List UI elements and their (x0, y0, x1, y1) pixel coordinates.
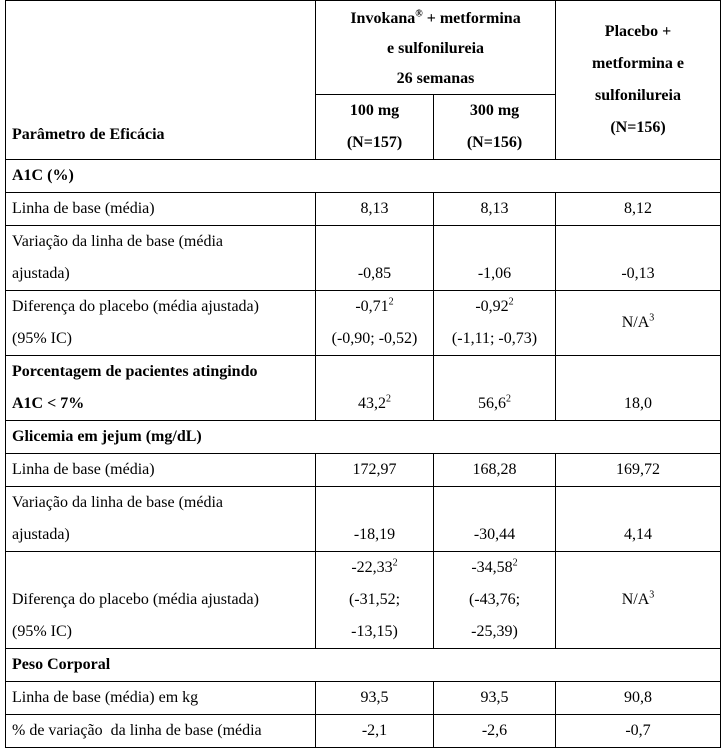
cell-value: -2,1 (316, 715, 434, 748)
group-header-line1: Invokana (350, 9, 416, 27)
cell-value: -0,7 (556, 715, 721, 748)
section-title-a1c: A1C (%) (6, 160, 721, 193)
footnote-ref: 3 (649, 589, 655, 601)
pct-title-line2: A1C < 7% (12, 395, 85, 412)
pct-title-line1: Porcentagem de pacientes atingindo (12, 363, 258, 380)
diff-value: -34,58 (471, 559, 513, 576)
row-label-line1: Variação da linha de base (média (12, 233, 224, 250)
row-label (6, 487, 316, 552)
cell-value: 172,97 (316, 454, 434, 487)
cell-value (434, 552, 556, 649)
diff-value: -0,92 (475, 298, 509, 315)
pct-value: 56,6 (478, 395, 506, 412)
footnote-ref: 3 (649, 312, 655, 324)
ci-value-line2: -25,39) (471, 623, 518, 640)
cell-value (556, 291, 721, 356)
pct-value: 43,2 (358, 395, 386, 412)
section-row (6, 649, 721, 682)
cell-value: 93,5 (434, 682, 556, 715)
cell-value (434, 291, 556, 356)
registered-mark: ® (415, 8, 423, 20)
dose-300-label: 300 mg (469, 102, 520, 119)
param-header (6, 1, 316, 160)
footnote-ref: 2 (392, 557, 398, 569)
row-label-line2: ajustada) (12, 526, 70, 543)
row-label (6, 552, 316, 649)
cell-value: -2,6 (434, 715, 556, 748)
cell-value: -30,44 (434, 487, 556, 552)
row-label: Linha de base (média) (6, 454, 316, 487)
table-row (6, 291, 721, 356)
dose-300-header (434, 95, 556, 160)
cell-value: 93,5 (316, 682, 434, 715)
diff-value: -0,71 (355, 298, 389, 315)
dose-100-n: (N=157) (346, 134, 403, 151)
table-row (6, 356, 721, 421)
table-row (6, 682, 721, 715)
na-value: N/A (621, 314, 650, 331)
na-value: N/A (621, 591, 650, 608)
placebo-header-line4: (N=156) (610, 119, 666, 136)
placebo-header-line3: sulfonilureia (595, 87, 681, 104)
footnote-ref: 2 (506, 393, 511, 405)
row-label-line1: Variação da linha de base (média (12, 494, 224, 511)
ci-value-line1: (-43,76; (468, 591, 521, 608)
row-label-line1: Diferença do placebo (média ajustada) (12, 591, 259, 608)
footnote-ref: 2 (512, 557, 518, 569)
diff-value: -22,33 (351, 559, 393, 576)
cell-value (316, 552, 434, 649)
cell-value (316, 291, 434, 356)
section-row (6, 160, 721, 193)
footnote-ref: 2 (508, 296, 514, 308)
group-header-line2: e sulfonilureia (386, 39, 485, 57)
placebo-header-line2: metformina e (592, 55, 684, 72)
ci-value-line1: (-31,52; (348, 591, 401, 608)
cell-value: -1,06 (434, 226, 556, 291)
cell-value: 8,13 (434, 193, 556, 226)
cell-value: -0,13 (556, 226, 721, 291)
section-title-glucose: Glicemia em jejum (mg/dL) (6, 421, 721, 454)
row-label: Linha de base (média) em kg (6, 682, 316, 715)
dose-100-header (316, 95, 434, 160)
cell-value: 8,12 (556, 193, 721, 226)
group-header-line1-rest: + metformina (422, 9, 521, 27)
cell-value: 169,72 (556, 454, 721, 487)
row-label-line1: Diferença do placebo (média ajustada) (12, 298, 259, 315)
cell-value (556, 552, 721, 649)
dose-100-label: 100 mg (349, 102, 400, 119)
table-row (6, 552, 721, 649)
footnote-ref: 2 (388, 296, 394, 308)
section-title-pct (6, 356, 316, 421)
row-label: % de variação da linha de base (média (6, 715, 316, 748)
dose-300-n: (N=156) (466, 134, 523, 151)
table-row (6, 193, 721, 226)
row-label-line2: ajustada) (12, 265, 70, 282)
footnote-ref: 2 (386, 393, 391, 405)
row-label (6, 226, 316, 291)
table-row (6, 715, 721, 748)
ci-value: (-1,11; -0,73) (451, 330, 538, 347)
table-row (6, 226, 721, 291)
row-label: Linha de base (média) (6, 193, 316, 226)
cell-value: 90,8 (556, 682, 721, 715)
cell-value: -0,85 (316, 226, 434, 291)
ci-value: (-0,90; -0,52) (331, 330, 418, 347)
cell-value: 168,28 (434, 454, 556, 487)
row-label (6, 291, 316, 356)
efficacy-table (5, 0, 721, 748)
table-row (6, 454, 721, 487)
section-title-weight: Peso Corporal (6, 649, 721, 682)
cell-value: 8,13 (316, 193, 434, 226)
param-header-label: Parâmetro de Eficácia (12, 126, 165, 143)
cell-value: -18,19 (316, 487, 434, 552)
cell-value: 4,14 (556, 487, 721, 552)
table-row (6, 487, 721, 552)
ci-value-line2: -13,15) (351, 623, 398, 640)
section-row (6, 421, 721, 454)
row-label-line2: (95% IC) (12, 330, 72, 347)
group-header (316, 1, 556, 95)
cell-value: 18,0 (556, 356, 721, 421)
row-label-line2: (95% IC) (12, 623, 72, 640)
placebo-header-line1: Placebo + (604, 23, 672, 40)
cell-value (434, 356, 556, 421)
group-header-line3: 26 semanas (396, 69, 475, 87)
cell-value (316, 356, 434, 421)
placebo-header (556, 1, 721, 160)
